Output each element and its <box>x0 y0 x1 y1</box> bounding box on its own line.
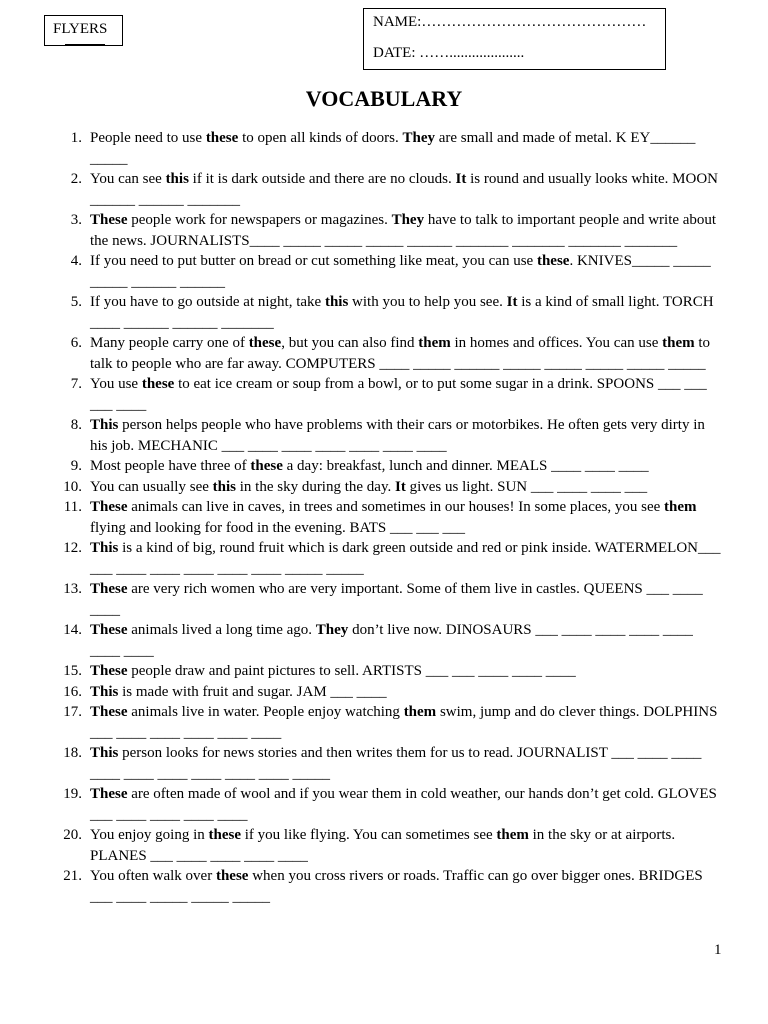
student-info-box <box>363 8 666 70</box>
key-word: They <box>391 212 425 228</box>
item-text: If you have to go outside at night, take <box>90 294 325 310</box>
item-number: 11. <box>63 499 82 515</box>
vocabulary-item <box>60 292 725 333</box>
vocabulary-item <box>60 538 725 579</box>
item-text: is made with fruit and sugar. JAM ___ ____ <box>118 683 387 700</box>
key-word: It <box>455 171 467 187</box>
item-text: You use <box>90 376 142 392</box>
item-text: are very rich women who are very important. Some of them live in castles. QUEENS ___ ____ ____ <box>90 581 703 618</box>
key-word: these <box>248 335 282 351</box>
item-number: 10. <box>63 478 82 495</box>
item-text: is round and usually looks white. MOON ______ ______ _______ <box>90 171 719 208</box>
vocabulary-item <box>60 702 725 743</box>
level-box <box>44 15 123 46</box>
key-word: this <box>212 478 236 495</box>
key-word: these <box>205 130 239 146</box>
vocabulary-item <box>60 374 725 415</box>
item-text: if you like flying. You can sometimes see <box>241 827 497 843</box>
key-word: them <box>403 704 437 720</box>
vocabulary-item <box>60 477 725 498</box>
item-number: 3. <box>70 212 82 228</box>
item-text: person looks for news stories and then writes them for us to read. JOURNALIST ___ ____ ____ ____ ____ ____ ____ ____ ____ _____ <box>90 745 702 782</box>
key-word: This <box>90 540 119 556</box>
vocabulary-item <box>60 579 725 620</box>
item-text: in the sky or at airports. PLANES ___ ____ ____ ____ ____ <box>90 827 676 864</box>
level-label: FLYERS <box>53 21 108 37</box>
item-text: Most people have three of <box>90 458 251 474</box>
item-text: is a kind of small light. TORCH ____ ______ ______ _______ <box>90 294 714 331</box>
item-text: , but you can also find <box>281 335 419 351</box>
item-text: when you cross rivers or roads. Traffic can go over bigger ones. BRIDGES ___ ____ _____ _____ _____ <box>90 868 703 905</box>
item-text: You can see <box>90 171 166 187</box>
item-text: if it is dark outside and there are no clouds. <box>188 171 456 187</box>
key-word: These <box>90 581 128 597</box>
item-text: gives us light. SUN ___ ____ ____ ___ <box>405 478 648 495</box>
item-number: 14. <box>63 622 82 638</box>
item-text: a day: breakfast, lunch and dinner. MEALS ____ ____ ____ <box>282 458 649 474</box>
key-word: These <box>90 499 128 515</box>
vocabulary-item <box>60 210 725 251</box>
vocabulary-item <box>60 620 725 661</box>
name-field[interactable]: NAME:……………………………………… <box>373 14 647 30</box>
item-text: You enjoy going in <box>90 827 209 843</box>
item-text: to open all kinds of doors. <box>238 130 403 146</box>
item-number: 20. <box>63 827 82 843</box>
vocabulary-item <box>60 743 725 784</box>
item-number: 1. <box>70 130 82 146</box>
item-text: is a kind of big, round fruit which is dark green outside and red or pink inside. WATERMELON___ ___ ____ ____ ____ ____ ____ _____ _____ <box>90 540 721 577</box>
key-word: this <box>165 171 189 187</box>
key-word: them <box>664 499 697 515</box>
item-text: animals live in water. People enjoy watching <box>127 704 404 720</box>
item-text: in the sky during the day. <box>235 478 395 495</box>
item-text: are small and made of metal. K EY______ _____ <box>90 130 696 167</box>
item-text: animals lived a long time ago. <box>127 622 316 638</box>
item-number: 2. <box>70 171 82 187</box>
vocabulary-item <box>60 497 725 538</box>
key-word: These <box>90 622 128 638</box>
vocabulary-item <box>60 682 725 703</box>
item-text: . KNIVES_____ _____ _____ ______ ______ <box>90 253 711 290</box>
item-text: animals can live in caves, in trees and sometimes in our houses! In some places, you see <box>127 499 665 515</box>
key-word: these <box>141 376 175 392</box>
item-text: people work for newspapers or magazines. <box>127 212 392 228</box>
vocabulary-item <box>60 661 725 682</box>
item-text: people draw and paint pictures to sell. ARTISTS ___ ___ ____ ____ ____ <box>127 663 576 679</box>
key-word: them <box>496 827 529 843</box>
item-text: If you need to put butter on bread or cut something like meat, you can use <box>90 253 537 269</box>
key-word: It <box>506 294 518 310</box>
item-number: 7. <box>70 376 82 392</box>
vocabulary-item <box>60 456 725 477</box>
item-number: 15. <box>63 663 82 679</box>
item-text: to eat ice cream or soup from a bowl, or to put some sugar in a drink. SPOONS ___ ___ ___ ____ <box>90 376 707 413</box>
key-word: these <box>250 458 283 474</box>
key-word: This <box>90 683 119 700</box>
item-text: People need to use <box>90 130 206 146</box>
item-text: You often walk over <box>90 868 216 884</box>
key-word: This <box>90 417 119 433</box>
item-text: swim, jump and do clever things. DOLPHINS ___ ____ ____ ____ ____ ____ <box>90 704 718 741</box>
item-number: 13. <box>63 581 82 597</box>
vocabulary-list <box>60 128 725 907</box>
vocabulary-item <box>60 825 725 866</box>
page-number: 1 <box>714 942 722 958</box>
item-number: 18. <box>63 745 82 761</box>
item-number: 12. <box>63 540 82 556</box>
item-text: flying and looking for food in the evening. BATS ___ ___ ___ <box>90 519 465 536</box>
item-number: 4. <box>70 253 82 269</box>
item-number: 6. <box>70 335 82 351</box>
key-word: They <box>402 130 435 146</box>
date-field[interactable]: DATE: …….................... <box>373 45 525 61</box>
key-word: these <box>536 253 570 269</box>
key-word: them <box>662 335 695 351</box>
key-word: It <box>395 478 406 495</box>
item-number: 21. <box>63 868 82 884</box>
key-word: them <box>418 335 451 351</box>
vocabulary-item <box>60 128 725 169</box>
vocabulary-item <box>60 784 725 825</box>
item-text: are often made of wool and if you wear them in cold weather, our hands don’t get cold. GLOVES ___ ____ ____ ____ ____ <box>90 786 717 823</box>
item-number: 17. <box>63 704 82 720</box>
item-text: person helps people who have problems with their cars or motorbikes. He often gets very dirty in his job. MECHANIC ___ ____ ____ ____ ____ ____ ____ <box>90 417 705 454</box>
item-number: 19. <box>63 786 82 802</box>
key-word: These <box>90 786 128 802</box>
key-word: This <box>90 745 119 761</box>
key-word: These <box>90 663 128 679</box>
vocabulary-item <box>60 415 725 456</box>
item-text: don’t live now. DINOSAURS ___ ____ ____ ____ ____ ____ ____ <box>90 622 693 659</box>
key-word: these <box>215 868 249 884</box>
vocabulary-item <box>60 169 725 210</box>
item-text: You can usually see <box>90 478 213 495</box>
key-word: this <box>324 294 349 310</box>
page-title: VOCABULARY <box>305 86 463 111</box>
item-text: to talk to people who are far away. COMPUTERS ____ _____ ______ _____ _____ _____ _____ _____ <box>90 335 711 372</box>
key-word: These <box>90 212 128 228</box>
key-word: They <box>315 622 349 638</box>
level-underline <box>65 44 105 45</box>
vocabulary-item <box>60 333 725 374</box>
item-number: 9. <box>70 458 82 474</box>
vocabulary-item <box>60 866 725 907</box>
key-word: these <box>208 827 241 843</box>
item-number: 8. <box>70 417 82 433</box>
item-number: 5. <box>70 294 82 310</box>
item-text: with you to help you see. <box>348 294 507 310</box>
vocabulary-item <box>60 251 725 292</box>
item-number: 16. <box>63 683 82 700</box>
item-text: in homes and offices. You can use <box>450 335 663 351</box>
item-text: Many people carry one of <box>90 335 249 351</box>
item-text: have to talk to important people and write about the news. JOURNALISTS____ _____ _____ _____ ______ _______ _______ _______ _______ <box>90 212 717 249</box>
key-word: These <box>90 704 128 720</box>
